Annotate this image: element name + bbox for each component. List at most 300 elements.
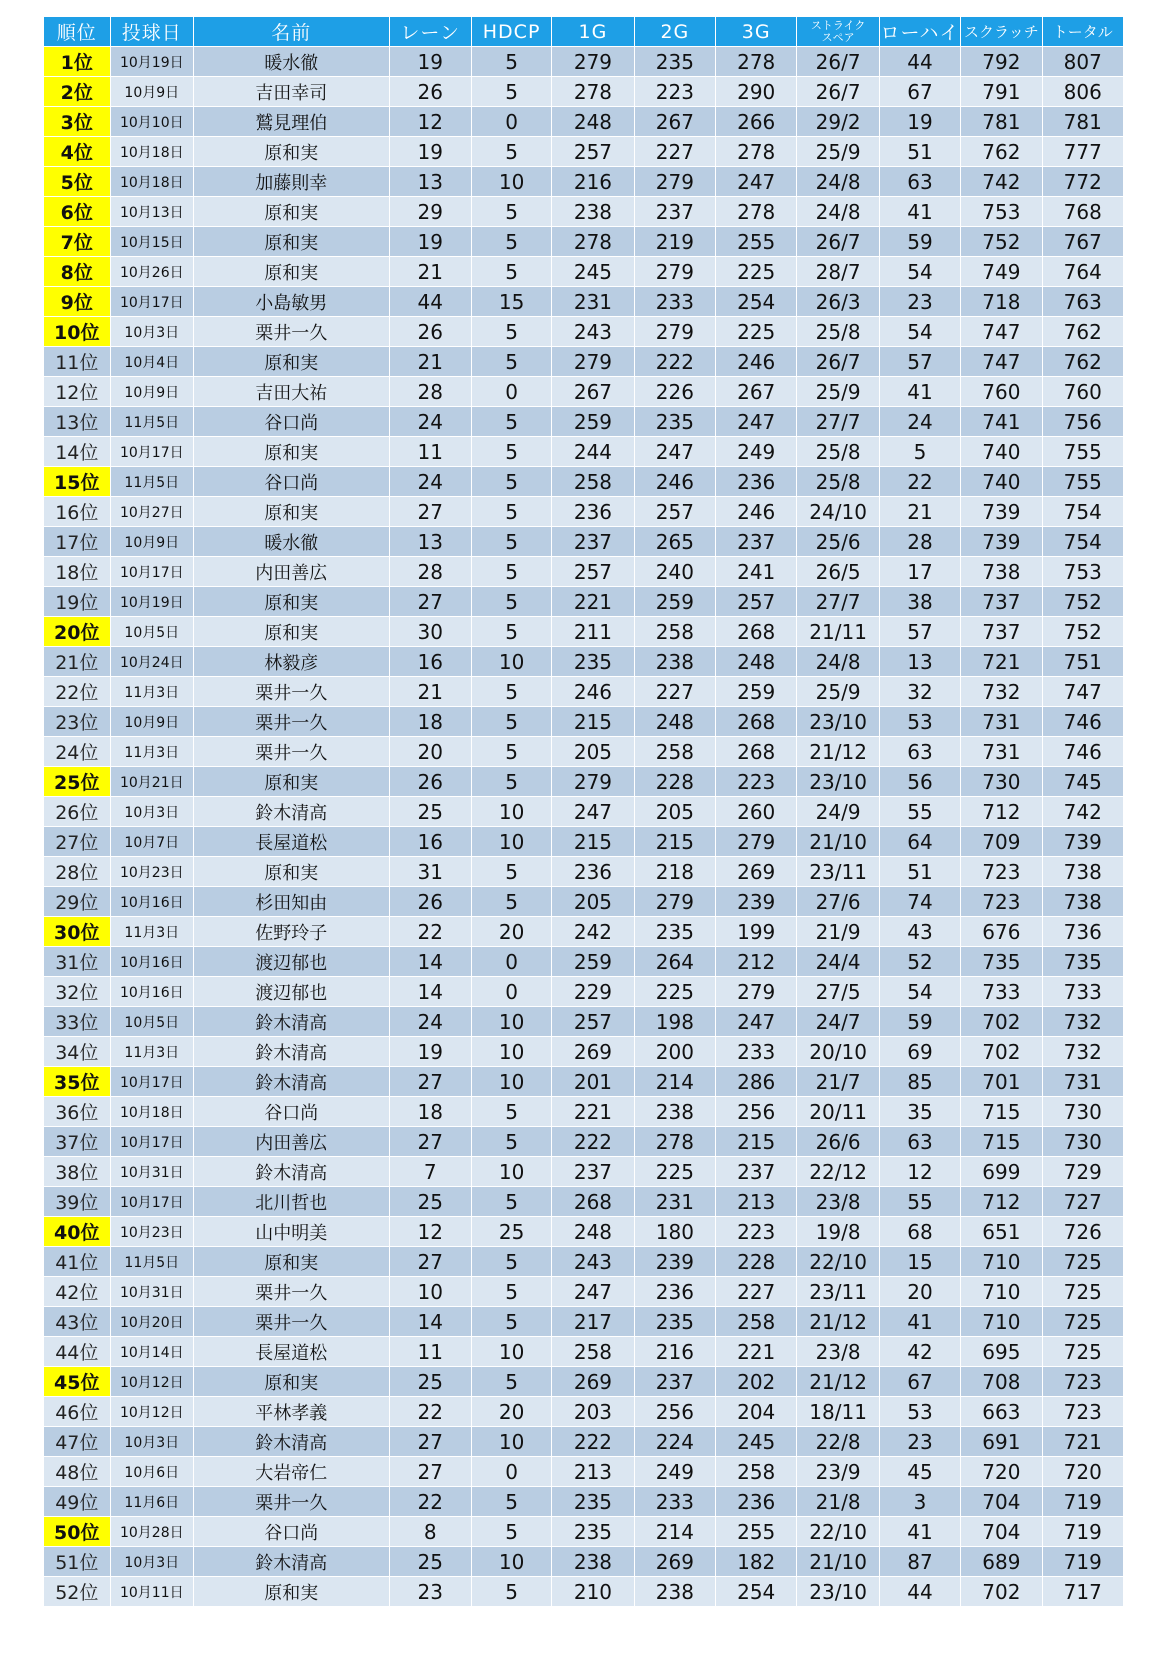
lane-cell: 14 <box>389 947 471 977</box>
total-cell: 721 <box>1042 1427 1123 1457</box>
table-row <box>44 407 1124 437</box>
game-2-cell: 238 <box>634 1577 715 1607</box>
game-1-cell: 238 <box>552 1547 634 1577</box>
hdcp-cell: 0 <box>471 977 551 1007</box>
game-2-cell: 236 <box>634 1277 715 1307</box>
game-1-cell: 243 <box>552 317 634 347</box>
game-3-cell: 267 <box>716 377 797 407</box>
name-cell: 暖水徹 <box>194 47 389 77</box>
table-row <box>44 137 1124 167</box>
hdcp-cell: 25 <box>471 1217 551 1247</box>
total-cell: 719 <box>1042 1517 1123 1547</box>
game-3-cell: 225 <box>716 317 797 347</box>
scratch-cell: 740 <box>961 467 1042 497</box>
date-cell: 11月5日 <box>110 1247 193 1277</box>
scratch-cell: 742 <box>961 167 1042 197</box>
table-row <box>44 647 1124 677</box>
low-high-cell: 23 <box>879 1427 960 1457</box>
total-cell: 719 <box>1042 1487 1123 1517</box>
rank-cell: 3位 <box>44 107 111 137</box>
game-1-cell: 231 <box>552 287 634 317</box>
total-cell: 760 <box>1042 377 1123 407</box>
game-1-cell: 279 <box>552 767 634 797</box>
strike-spare-cell: 27/5 <box>797 977 879 1007</box>
total-cell: 719 <box>1042 1547 1123 1577</box>
total-cell: 753 <box>1042 557 1123 587</box>
game-3-cell: 236 <box>716 467 797 497</box>
game-2-cell: 237 <box>634 1367 715 1397</box>
hdcp-cell: 5 <box>471 1517 551 1547</box>
game-1-cell: 221 <box>552 1097 634 1127</box>
strike-spare-cell: 23/8 <box>797 1337 879 1367</box>
lane-cell: 12 <box>389 1217 471 1247</box>
low-high-cell: 32 <box>879 677 960 707</box>
game-1-cell: 211 <box>552 617 634 647</box>
game-1-cell: 269 <box>552 1037 634 1067</box>
scratch-cell: 708 <box>961 1367 1042 1397</box>
name-cell: 原和実 <box>194 617 389 647</box>
strike-spare-cell: 23/10 <box>797 767 879 797</box>
rank-cell: 6位 <box>44 197 111 227</box>
ranking-table <box>43 16 1124 1607</box>
game-2-cell: 231 <box>634 1187 715 1217</box>
game-3-cell: 239 <box>716 887 797 917</box>
table-row <box>44 467 1124 497</box>
scratch-cell: 704 <box>961 1487 1042 1517</box>
low-high-cell: 74 <box>879 887 960 917</box>
lane-cell: 19 <box>389 137 471 167</box>
game-3-cell: 255 <box>716 227 797 257</box>
date-cell: 10月3日 <box>110 1427 193 1457</box>
header-row <box>44 17 1124 47</box>
total-cell: 732 <box>1042 1007 1123 1037</box>
lane-cell: 44 <box>389 287 471 317</box>
name-cell: 長屋道松 <box>194 1337 389 1367</box>
table-row <box>44 1457 1124 1487</box>
game-1-cell: 210 <box>552 1577 634 1607</box>
scratch-cell: 689 <box>961 1547 1042 1577</box>
game-2-cell: 233 <box>634 1487 715 1517</box>
scratch-cell: 730 <box>961 767 1042 797</box>
name-cell: 谷口尚 <box>194 467 389 497</box>
date-cell: 10月16日 <box>110 977 193 1007</box>
game-2-cell: 237 <box>634 197 715 227</box>
game-3-cell: 278 <box>716 47 797 77</box>
hdcp-cell: 10 <box>471 1427 551 1457</box>
lane-cell: 21 <box>389 677 471 707</box>
date-cell: 10月9日 <box>110 707 193 737</box>
hdcp-cell: 5 <box>471 1367 551 1397</box>
low-high-cell: 63 <box>879 737 960 767</box>
hdcp-cell: 5 <box>471 857 551 887</box>
game-1-cell: 221 <box>552 587 634 617</box>
low-high-cell: 22 <box>879 467 960 497</box>
game-2-cell: 235 <box>634 1307 715 1337</box>
header-hdcp: HDCP <box>471 17 551 47</box>
lane-cell: 14 <box>389 977 471 1007</box>
game-3-cell: 223 <box>716 767 797 797</box>
game-3-cell: 237 <box>716 527 797 557</box>
game-3-cell: 286 <box>716 1067 797 1097</box>
hdcp-cell: 5 <box>471 77 551 107</box>
low-high-cell: 24 <box>879 407 960 437</box>
scratch-cell: 663 <box>961 1397 1042 1427</box>
game-3-cell: 241 <box>716 557 797 587</box>
name-cell: 暖水徹 <box>194 527 389 557</box>
game-2-cell: 247 <box>634 437 715 467</box>
strike-spare-cell: 25/8 <box>797 317 879 347</box>
name-cell: 内田善広 <box>194 1127 389 1157</box>
lane-cell: 16 <box>389 647 471 677</box>
hdcp-cell: 5 <box>471 707 551 737</box>
hdcp-cell: 5 <box>471 347 551 377</box>
date-cell: 10月4日 <box>110 347 193 377</box>
date-cell: 10月12日 <box>110 1367 193 1397</box>
total-cell: 725 <box>1042 1277 1123 1307</box>
game-1-cell: 259 <box>552 407 634 437</box>
game-2-cell: 238 <box>634 647 715 677</box>
game-1-cell: 201 <box>552 1067 634 1097</box>
date-cell: 10月17日 <box>110 287 193 317</box>
game-3-cell: 269 <box>716 857 797 887</box>
game-2-cell: 265 <box>634 527 715 557</box>
table-row <box>44 1007 1124 1037</box>
hdcp-cell: 5 <box>471 1487 551 1517</box>
name-cell: 内田善広 <box>194 557 389 587</box>
table-row <box>44 47 1124 77</box>
scratch-cell: 723 <box>961 887 1042 917</box>
hdcp-cell: 5 <box>471 1277 551 1307</box>
total-cell: 807 <box>1042 47 1123 77</box>
scratch-cell: 747 <box>961 317 1042 347</box>
hdcp-cell: 5 <box>471 137 551 167</box>
date-cell: 10月3日 <box>110 1547 193 1577</box>
game-1-cell: 216 <box>552 167 634 197</box>
total-cell: 752 <box>1042 587 1123 617</box>
low-high-cell: 41 <box>879 1517 960 1547</box>
game-3-cell: 255 <box>716 1517 797 1547</box>
rank-cell: 35位 <box>44 1067 111 1097</box>
scratch-cell: 741 <box>961 407 1042 437</box>
hdcp-cell: 5 <box>471 677 551 707</box>
lane-cell: 27 <box>389 1247 471 1277</box>
game-1-cell: 247 <box>552 1277 634 1307</box>
rank-cell: 43位 <box>44 1307 111 1337</box>
table-row <box>44 617 1124 647</box>
name-cell: 原和実 <box>194 587 389 617</box>
rank-cell: 45位 <box>44 1367 111 1397</box>
name-cell: 鈴木清高 <box>194 1547 389 1577</box>
total-cell: 752 <box>1042 617 1123 647</box>
table-row <box>44 77 1124 107</box>
low-high-cell: 13 <box>879 647 960 677</box>
scratch-cell: 715 <box>961 1097 1042 1127</box>
rank-cell: 9位 <box>44 287 111 317</box>
game-1-cell: 278 <box>552 77 634 107</box>
strike-spare-cell: 25/8 <box>797 437 879 467</box>
name-cell: 栗井一久 <box>194 1277 389 1307</box>
game-1-cell: 244 <box>552 437 634 467</box>
scratch-cell: 731 <box>961 737 1042 767</box>
low-high-cell: 59 <box>879 227 960 257</box>
low-high-cell: 87 <box>879 1547 960 1577</box>
table-row <box>44 827 1124 857</box>
hdcp-cell: 5 <box>471 527 551 557</box>
scratch-cell: 738 <box>961 557 1042 587</box>
hdcp-cell: 5 <box>471 257 551 287</box>
table-row <box>44 497 1124 527</box>
date-cell: 10月17日 <box>110 557 193 587</box>
rank-cell: 4位 <box>44 137 111 167</box>
strike-spare-cell: 24/8 <box>797 167 879 197</box>
scratch-cell: 753 <box>961 197 1042 227</box>
lane-cell: 22 <box>389 1487 471 1517</box>
lane-cell: 8 <box>389 1517 471 1547</box>
table-row <box>44 1337 1124 1367</box>
name-cell: 原和実 <box>194 767 389 797</box>
game-2-cell: 235 <box>634 407 715 437</box>
total-cell: 746 <box>1042 737 1123 767</box>
table-row <box>44 107 1124 137</box>
rank-cell: 31位 <box>44 947 111 977</box>
low-high-cell: 19 <box>879 107 960 137</box>
table-row <box>44 707 1124 737</box>
total-cell: 738 <box>1042 887 1123 917</box>
total-cell: 756 <box>1042 407 1123 437</box>
rank-cell: 10位 <box>44 317 111 347</box>
game-3-cell: 204 <box>716 1397 797 1427</box>
game-2-cell: 257 <box>634 497 715 527</box>
date-cell: 10月13日 <box>110 197 193 227</box>
low-high-cell: 51 <box>879 137 960 167</box>
strike-spare-cell: 21/9 <box>797 917 879 947</box>
hdcp-cell: 5 <box>471 1307 551 1337</box>
rank-cell: 7位 <box>44 227 111 257</box>
table-row <box>44 1277 1124 1307</box>
date-cell: 10月24日 <box>110 647 193 677</box>
hdcp-cell: 20 <box>471 917 551 947</box>
game-2-cell: 216 <box>634 1337 715 1367</box>
game-2-cell: 258 <box>634 737 715 767</box>
hdcp-cell: 20 <box>471 1397 551 1427</box>
name-cell: 原和実 <box>194 1367 389 1397</box>
table-row <box>44 797 1124 827</box>
name-cell: 吉田大祐 <box>194 377 389 407</box>
header-game-3: 3G <box>716 17 797 47</box>
lane-cell: 26 <box>389 77 471 107</box>
header-total: トータル <box>1042 17 1123 47</box>
total-cell: 781 <box>1042 107 1123 137</box>
date-cell: 10月26日 <box>110 257 193 287</box>
game-3-cell: 247 <box>716 1007 797 1037</box>
game-2-cell: 214 <box>634 1067 715 1097</box>
game-3-cell: 268 <box>716 737 797 767</box>
date-cell: 10月17日 <box>110 437 193 467</box>
strike-spare-cell: 26/5 <box>797 557 879 587</box>
lane-cell: 25 <box>389 1547 471 1577</box>
strike-spare-cell: 21/12 <box>797 1307 879 1337</box>
hdcp-cell: 15 <box>471 287 551 317</box>
hdcp-cell: 5 <box>471 497 551 527</box>
rank-cell: 14位 <box>44 437 111 467</box>
date-cell: 10月19日 <box>110 587 193 617</box>
total-cell: 755 <box>1042 467 1123 497</box>
game-2-cell: 228 <box>634 767 715 797</box>
game-2-cell: 278 <box>634 1127 715 1157</box>
total-cell: 763 <box>1042 287 1123 317</box>
lane-cell: 19 <box>389 1037 471 1067</box>
game-3-cell: 278 <box>716 197 797 227</box>
game-3-cell: 245 <box>716 1427 797 1457</box>
ranking-table-container <box>43 16 1124 1607</box>
rank-cell: 18位 <box>44 557 111 587</box>
strike-spare-cell: 23/10 <box>797 1577 879 1607</box>
date-cell: 10月3日 <box>110 317 193 347</box>
low-high-cell: 57 <box>879 617 960 647</box>
scratch-cell: 702 <box>961 1007 1042 1037</box>
scratch-cell: 702 <box>961 1037 1042 1067</box>
game-2-cell: 226 <box>634 377 715 407</box>
game-2-cell: 239 <box>634 1247 715 1277</box>
hdcp-cell: 0 <box>471 947 551 977</box>
scratch-cell: 781 <box>961 107 1042 137</box>
date-cell: 10月14日 <box>110 1337 193 1367</box>
rank-cell: 46位 <box>44 1397 111 1427</box>
strike-spare-cell: 28/7 <box>797 257 879 287</box>
game-3-cell: 254 <box>716 1577 797 1607</box>
lane-cell: 19 <box>389 47 471 77</box>
total-cell: 732 <box>1042 1037 1123 1067</box>
name-cell: 杉田知由 <box>194 887 389 917</box>
low-high-cell: 15 <box>879 1247 960 1277</box>
game-2-cell: 279 <box>634 167 715 197</box>
lane-cell: 27 <box>389 1427 471 1457</box>
game-3-cell: 221 <box>716 1337 797 1367</box>
hdcp-cell: 5 <box>471 767 551 797</box>
total-cell: 754 <box>1042 497 1123 527</box>
total-cell: 730 <box>1042 1127 1123 1157</box>
rank-cell: 48位 <box>44 1457 111 1487</box>
total-cell: 733 <box>1042 977 1123 1007</box>
game-3-cell: 199 <box>716 917 797 947</box>
game-2-cell: 235 <box>634 47 715 77</box>
lane-cell: 29 <box>389 197 471 227</box>
date-cell: 10月23日 <box>110 1217 193 1247</box>
total-cell: 768 <box>1042 197 1123 227</box>
date-cell: 10月7日 <box>110 827 193 857</box>
game-3-cell: 227 <box>716 1277 797 1307</box>
name-cell: 鷲見理伯 <box>194 107 389 137</box>
strike-spare-cell: 29/2 <box>797 107 879 137</box>
rank-cell: 13位 <box>44 407 111 437</box>
date-cell: 10月23日 <box>110 857 193 887</box>
game-2-cell: 225 <box>634 1157 715 1187</box>
table-row <box>44 317 1124 347</box>
ranking-table-body <box>44 47 1124 1607</box>
hdcp-cell: 10 <box>471 1037 551 1067</box>
table-row <box>44 917 1124 947</box>
game-2-cell: 249 <box>634 1457 715 1487</box>
strike-spare-cell: 26/7 <box>797 347 879 377</box>
name-cell: 加藤則幸 <box>194 167 389 197</box>
total-cell: 762 <box>1042 317 1123 347</box>
game-3-cell: 279 <box>716 827 797 857</box>
game-1-cell: 235 <box>552 1517 634 1547</box>
game-1-cell: 248 <box>552 1217 634 1247</box>
lane-cell: 11 <box>389 1337 471 1367</box>
low-high-cell: 54 <box>879 257 960 287</box>
game-3-cell: 279 <box>716 977 797 1007</box>
rank-cell: 37位 <box>44 1127 111 1157</box>
rank-cell: 32位 <box>44 977 111 1007</box>
game-3-cell: 258 <box>716 1307 797 1337</box>
game-3-cell: 225 <box>716 257 797 287</box>
date-cell: 11月3日 <box>110 677 193 707</box>
header-lane: レーン <box>389 17 471 47</box>
total-cell: 764 <box>1042 257 1123 287</box>
strike-spare-cell: 24/9 <box>797 797 879 827</box>
strike-spare-cell: 22/10 <box>797 1247 879 1277</box>
name-cell: 原和実 <box>194 347 389 377</box>
lane-cell: 28 <box>389 557 471 587</box>
scratch-cell: 737 <box>961 617 1042 647</box>
hdcp-cell: 5 <box>471 467 551 497</box>
low-high-cell: 53 <box>879 707 960 737</box>
date-cell: 11月5日 <box>110 467 193 497</box>
date-cell: 10月17日 <box>110 1127 193 1157</box>
lane-cell: 13 <box>389 527 471 557</box>
date-cell: 10月17日 <box>110 1187 193 1217</box>
game-2-cell: 223 <box>634 77 715 107</box>
hdcp-cell: 10 <box>471 1007 551 1037</box>
total-cell: 777 <box>1042 137 1123 167</box>
low-high-cell: 85 <box>879 1067 960 1097</box>
table-row <box>44 1577 1124 1607</box>
strike-spare-cell: 18/11 <box>797 1397 879 1427</box>
rank-cell: 1位 <box>44 47 111 77</box>
hdcp-cell: 5 <box>471 587 551 617</box>
name-cell: 山中明美 <box>194 1217 389 1247</box>
strike-spare-cell: 19/8 <box>797 1217 879 1247</box>
name-cell: 栗井一久 <box>194 1487 389 1517</box>
name-cell: 谷口尚 <box>194 1097 389 1127</box>
rank-cell: 41位 <box>44 1247 111 1277</box>
game-3-cell: 268 <box>716 707 797 737</box>
low-high-cell: 52 <box>879 947 960 977</box>
date-cell: 10月12日 <box>110 1397 193 1427</box>
hdcp-cell: 10 <box>471 827 551 857</box>
total-cell: 747 <box>1042 677 1123 707</box>
scratch-cell: 676 <box>961 917 1042 947</box>
game-2-cell: 279 <box>634 317 715 347</box>
strike-spare-cell: 21/12 <box>797 1367 879 1397</box>
name-cell: 谷口尚 <box>194 407 389 437</box>
table-row <box>44 347 1124 377</box>
game-2-cell: 259 <box>634 587 715 617</box>
lane-cell: 24 <box>389 1007 471 1037</box>
hdcp-cell: 5 <box>471 887 551 917</box>
table-row <box>44 257 1124 287</box>
header-name: 名前 <box>194 17 389 47</box>
date-cell: 10月20日 <box>110 1307 193 1337</box>
total-cell: 772 <box>1042 167 1123 197</box>
game-1-cell: 257 <box>552 1007 634 1037</box>
game-3-cell: 247 <box>716 167 797 197</box>
table-row <box>44 1217 1124 1247</box>
game-2-cell: 219 <box>634 227 715 257</box>
low-high-cell: 38 <box>879 587 960 617</box>
game-3-cell: 202 <box>716 1367 797 1397</box>
